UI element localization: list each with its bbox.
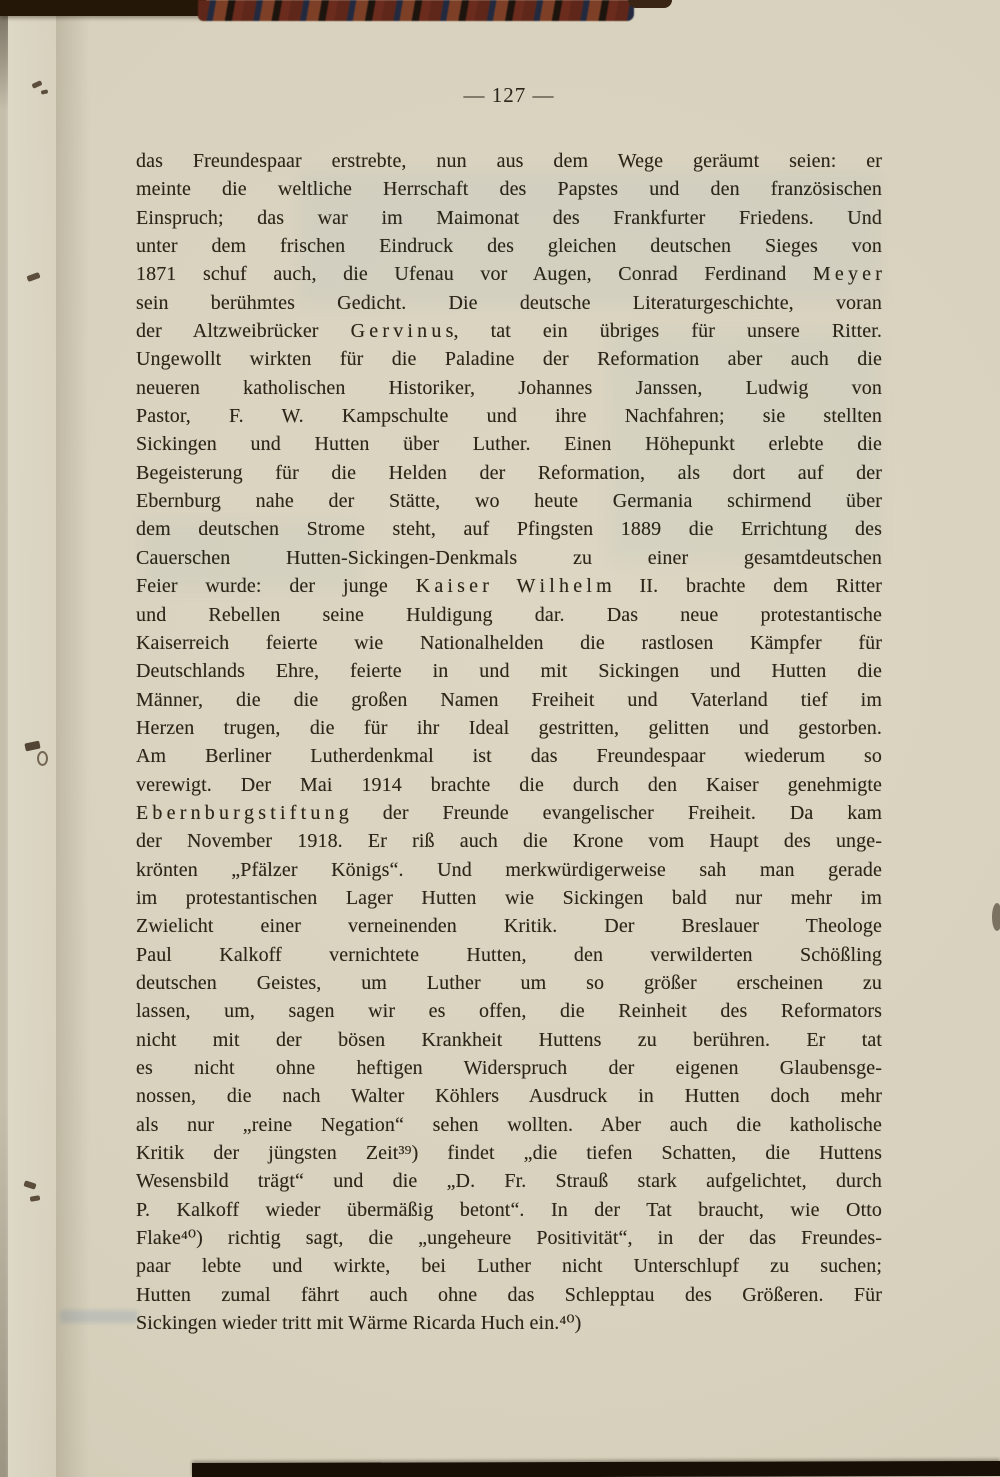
text-line: und Rebellen seine Huldigung dar. Das neue protestantische xyxy=(136,603,882,626)
text-line: dem deutschen Strome steht, auf Pfingsten 1889 die Errichtung des xyxy=(136,518,882,541)
page-left-edge-shadow xyxy=(0,0,8,1477)
text-line: lassen, um, sagen wir es offen, die Reinheit des Reformators xyxy=(136,1000,882,1023)
text-line: Kritik der jüngsten Zeit³⁹) findet „die tiefen Schatten, die Huttens xyxy=(136,1142,882,1165)
text-line: das Freundespaar erstrebte, nun aus dem Wege geräumt seien: er xyxy=(136,150,882,172)
binding-gutter-shadow xyxy=(56,0,90,1477)
text-line: Pastor, F. W. Kampschulte und ihre Nachfahren; sie stellten xyxy=(136,405,882,428)
text-line: Cauerschen Hutten-Sickingen-Denkmals zu einer gesamtdeutschen xyxy=(136,546,882,569)
text-line: Hutten zumal fährt auch ohne das Schlepptau des Größeren. Für xyxy=(136,1283,882,1306)
text-line: Einspruch; das war im Maimonat des Frankfurter Friedens. Und xyxy=(136,206,882,229)
book-cover-edge-bottom xyxy=(192,1461,1000,1477)
text-line: meinte die weltliche Herrschaft des Papstes und den französischen xyxy=(136,178,882,201)
text-line: deutschen Geistes, um Luther um so größer erscheinen zu xyxy=(136,971,882,994)
stitch-thread-loop xyxy=(37,751,48,766)
text-line: Sickingen und Hutten über Luther. Einen Höhepunkt erlebte die xyxy=(136,433,882,456)
page-edge-mark xyxy=(992,903,1000,931)
text-line: Flake⁴⁰) richtig sagt, die „ungeheure Positivität“, in der das Freundes- xyxy=(136,1227,882,1250)
text-line: der November 1918. Er riß auch die Krone vom Haupt des unge- xyxy=(136,830,882,853)
text-line: 1871 schuf auch, die Ufenau vor Augen, Conrad Ferdinand M e y e r xyxy=(136,263,882,286)
book-cover-edge-top-taper xyxy=(628,0,672,8)
text-line: Paul Kalkoff vernichtete Hutten, den verwilderten Schößling xyxy=(136,943,882,966)
text-line: neueren katholischen Historiker, Johannes Janssen, Ludwig von xyxy=(136,376,882,399)
text-line: im protestantischen Lager Hutten wie Sickingen bald nur mehr im xyxy=(136,886,882,909)
text-line: Am Berliner Lutherdenkmal ist das Freundespaar wiederum so xyxy=(136,745,882,768)
text-line: verewigt. Der Mai 1914 brachte die durch den Kaiser genehmigte xyxy=(136,773,882,796)
text-line: es nicht ohne heftigen Widerspruch der eigenen Glaubensge- xyxy=(136,1057,882,1079)
page-left-edge xyxy=(6,0,58,1477)
text-line: Männer, die die großen Namen Freiheit und Vaterland tief im xyxy=(136,688,882,711)
book-cover-edge-top-left xyxy=(0,0,206,16)
text-line: P. Kalkoff wieder übermäßig betont“. In der Tat braucht, wie Otto xyxy=(136,1198,882,1221)
text-line: Herzen trugen, die für ihr Ideal gestritten, gelitten und gestorben. xyxy=(136,716,882,739)
text-line: Kaiserreich feierte wie Nationalhelden die rastlosen Kämpfer für xyxy=(136,631,882,654)
text-line: paar lebte und wirkte, bei Luther nicht Unterschlupf zu suchen; xyxy=(136,1255,882,1278)
ink-ghost-smudge xyxy=(60,1310,138,1323)
body-text xyxy=(136,147,882,1337)
text-line: E b e r n b u r g s t i f t u n g der Freunde evangelischer Freiheit. Da kam xyxy=(136,801,882,824)
text-line: sein berühmtes Gedicht. Die deutsche Literaturgeschichte, voran xyxy=(136,291,882,314)
text-line: Ebernburg nahe der Stätte, wo heute Germania schirmend über xyxy=(136,490,882,513)
text-line: Sickingen wieder tritt mit Wärme Ricarda Huch ein.⁴⁰) xyxy=(136,1312,582,1335)
text-line: als nur „reine Negation“ sehen wollten. Aber auch die katholische xyxy=(136,1113,882,1136)
text-line: Ungewollt wirkten für die Paladine der Reformation aber auch die xyxy=(136,348,882,371)
text-line: der Altzweibrücker G e r v i n u s, tat ein übriges für unsere Ritter. xyxy=(136,320,882,343)
text-line: Feier wurde: der junge K a i s e r W i l h e l m II. brachte dem Ritter xyxy=(136,575,882,598)
text-line: nossen, die nach Walter Köhlers Ausdruck in Hutten doch mehr xyxy=(136,1085,882,1108)
book-cover-edge-top-marbled xyxy=(198,0,634,21)
text-line: Zwielicht einer verneinenden Kritik. Der Breslauer Theologe xyxy=(136,915,882,938)
text-line: Deutschlands Ehre, feierte in und mit Sickingen und Hutten die xyxy=(136,660,882,683)
text-line: nicht mit der bösen Krankheit Huttens zu berühren. Er tat xyxy=(136,1028,882,1051)
text-line: unter dem frischen Eindruck des gleichen deutschen Sieges von xyxy=(136,235,882,258)
text-line: krönten „Pfälzer Königs“. Und merkwürdigerweise sah man gerade xyxy=(136,858,882,881)
page-number: — 127 — xyxy=(463,83,555,107)
text-line: Wesensbild trägt“ und die „D. Fr. Strauß stark aufgelichtet, durch xyxy=(136,1170,882,1193)
text-line: Begeisterung für die Helden der Reformation, als dort auf der xyxy=(136,461,882,484)
